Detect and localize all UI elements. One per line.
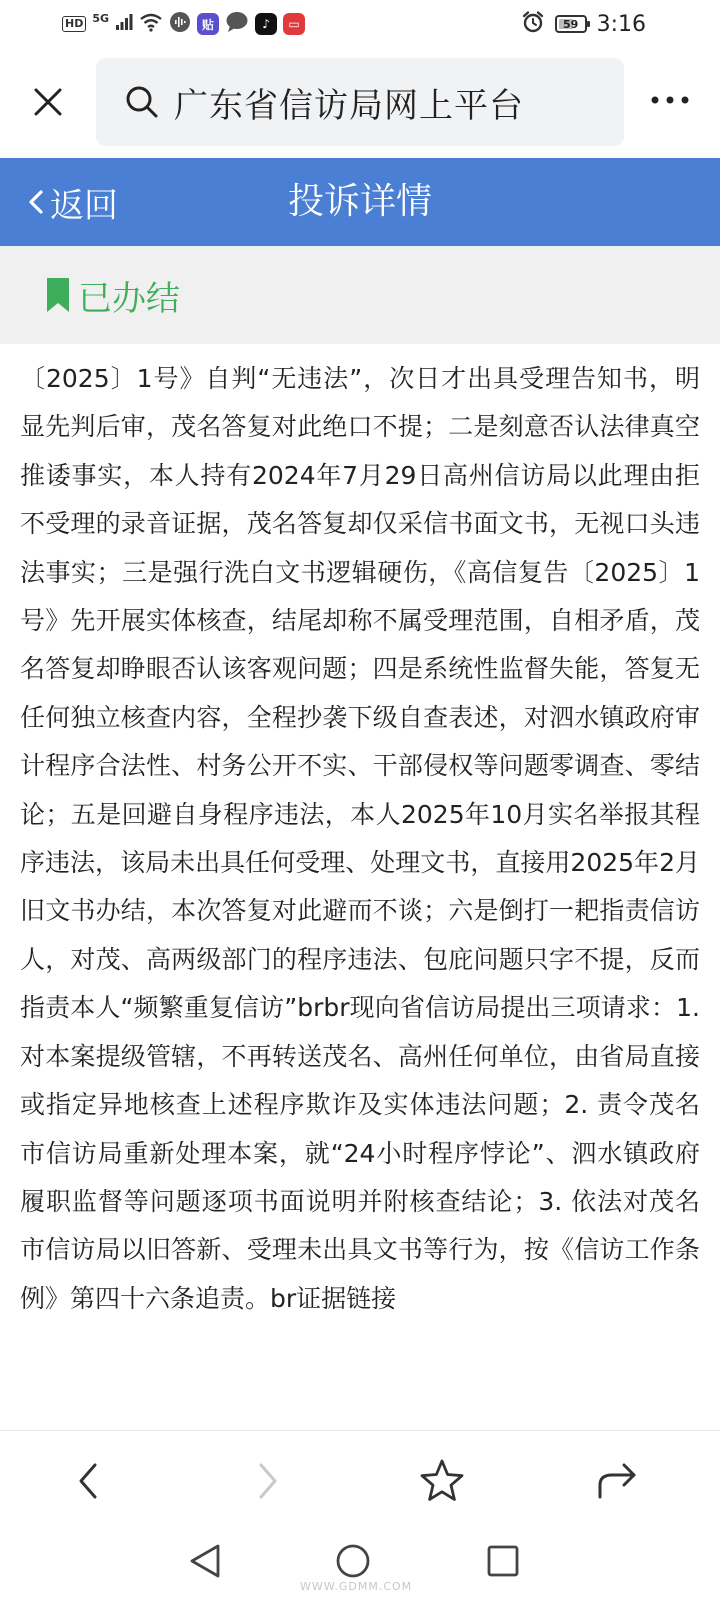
nav-back-button[interactable] bbox=[180, 1536, 230, 1586]
watermark: WWW.GDMM.COM bbox=[300, 1580, 413, 1593]
battery-icon bbox=[555, 15, 587, 33]
news-app-icon: 贴 bbox=[197, 13, 219, 35]
clock-time: 3:16 bbox=[596, 11, 646, 37]
nav-home-button[interactable] bbox=[328, 1536, 378, 1586]
more-icon bbox=[650, 95, 690, 105]
nav-recents-button[interactable] bbox=[478, 1536, 528, 1586]
share-icon bbox=[596, 1461, 640, 1501]
browser-bottom-toolbar bbox=[0, 1430, 720, 1531]
browser-address-bar bbox=[0, 52, 720, 156]
status-bar bbox=[0, 0, 720, 52]
chevron-left-icon bbox=[26, 187, 46, 217]
page-header bbox=[0, 158, 720, 246]
search-icon bbox=[124, 84, 160, 120]
browser-back-button[interactable] bbox=[58, 1451, 118, 1511]
search-box[interactable] bbox=[96, 58, 624, 146]
status-bar-right bbox=[521, 10, 646, 38]
battery-level: 59 bbox=[562, 17, 579, 31]
status-bar-left bbox=[62, 10, 305, 38]
audio-icon bbox=[169, 11, 191, 37]
network-type: 5G bbox=[92, 11, 110, 25]
status-label: 已办结 bbox=[78, 278, 180, 319]
system-navigation-bar bbox=[0, 1530, 720, 1600]
browser-forward-button[interactable] bbox=[238, 1451, 298, 1511]
page-title: 投诉详情 bbox=[287, 181, 432, 222]
complaint-status-row bbox=[0, 246, 720, 344]
back-label: 返回 bbox=[50, 185, 118, 226]
search-text: 广东省信访局网上平台 bbox=[174, 85, 524, 126]
back-button[interactable] bbox=[26, 158, 118, 246]
reader-app-icon: ▭ bbox=[283, 13, 305, 35]
bookmark-icon bbox=[46, 277, 70, 313]
complaint-content-text: 〔2025〕1号》自判“无违法”，次日才出具受理告知书，明显先判后审，茂名答复对此绝口不提；二是刻意否认法律真空推诿事实，本人持有2024年7月29日高州信访局以此理由拒不受理的录音证据，茂名答复却仅采信书面文书，无视口头违法事实；三是强行洗白文书逻辑硬伤，《高信复告〔2025〕1号》先开展实体核查，结尾却称不属受理范围，自相矛盾，茂名答复却睁眼否认该客观问题；四是系统性监督失能，答复无任何独立核查内容，全程抄袭下级自查表述，对泗水镇政府审计程序合法性、村务公开不实、干部侵权等问题零调查、零结论；五是回避自身程序违法，本人2025年10月实名举报其程序违法，该局未出具任何受理、处理文书，直接用2025年2月旧文书办结，本次答复对此避而不谈；六是倒打一耙指责信访人，对茂、高两级部门的程序违法、包庇问题只字不提，反而指责本人“频繁重复信访”brbr现向省信访局提出三项请求：1. 对本案提级管辖，不再转送茂名、高州任何单位，由省局直接或指定异地核查上述程序欺诈及实体违法问题；2. 责令茂名市信访局重新处理本案，就“24小时程序悖论”、泗水镇政府履职监督等问题逐项书面说明并附核查结论；3. 依法对茂名市信访局以旧答新、受理未出具文书等行为，按《信访工作条例》第四十六条追责。br证据链接 bbox=[20, 364, 700, 1313]
triangle-back-icon bbox=[188, 1543, 222, 1579]
arrow-forward-icon bbox=[253, 1461, 283, 1501]
hd-badge: HD bbox=[62, 16, 86, 32]
close-icon bbox=[32, 86, 64, 118]
arrow-back-icon bbox=[73, 1461, 103, 1501]
square-recents-icon bbox=[486, 1544, 520, 1578]
tiktok-icon: ♪ bbox=[255, 13, 277, 35]
share-button[interactable] bbox=[588, 1451, 648, 1511]
circle-home-icon bbox=[334, 1542, 372, 1580]
alarm-icon bbox=[521, 10, 545, 38]
more-options-button[interactable] bbox=[640, 80, 700, 120]
close-button[interactable] bbox=[24, 78, 72, 126]
signal-icon bbox=[115, 13, 133, 35]
message-icon bbox=[225, 11, 249, 37]
wifi-icon bbox=[139, 12, 163, 36]
favorite-button[interactable] bbox=[412, 1451, 472, 1511]
star-icon bbox=[419, 1458, 465, 1504]
